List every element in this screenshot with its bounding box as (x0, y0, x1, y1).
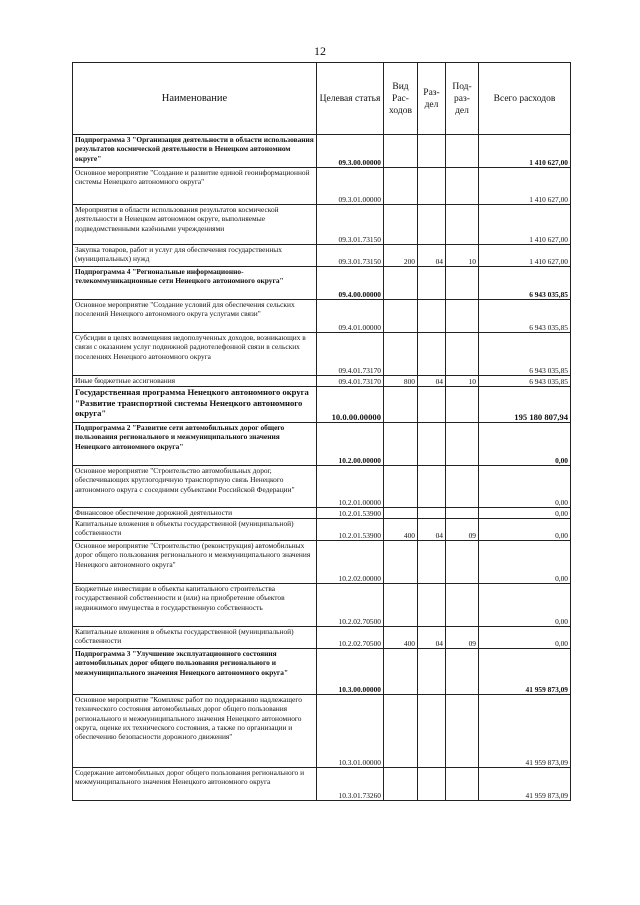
cell-total: 6 943 035,85 (479, 333, 571, 376)
cell-expense-type (384, 333, 418, 376)
cell-section (418, 423, 446, 466)
cell-section (418, 695, 446, 768)
cell-total: 6 943 035,85 (479, 267, 571, 300)
cell-expense-type: 400 (384, 627, 418, 649)
cell-total: 0,00 (479, 519, 571, 541)
table-row (73, 695, 571, 768)
cell-expense-type (384, 135, 418, 168)
cell-subsection (446, 541, 479, 584)
cell-section (418, 584, 446, 627)
cell-total: 0,00 (479, 466, 571, 508)
cell-name: Подпрограмма 4 "Региональные информационно-телекоммуникационные сети Ненецкого автономного округа" (73, 267, 317, 300)
cell-section (418, 466, 446, 508)
cell-expense-type (384, 649, 418, 695)
header-total-expenses: Всего расходов (479, 63, 571, 135)
cell-section (418, 168, 446, 205)
cell-expense-type (384, 695, 418, 768)
cell-name: Финансовое обеспечение дорожной деятельности (73, 508, 317, 519)
cell-name: Подпрограмма 3 "Улучшение эксплуатационного состояния автомобильных дорог общего пользования регионального и межмуниципального значения Ненецкого автономного округа" (73, 649, 317, 695)
cell-total: 0,00 (479, 627, 571, 649)
cell-section (418, 768, 446, 801)
cell-expense-type: 800 (384, 376, 418, 387)
cell-total: 0,00 (479, 423, 571, 466)
cell-section: 04 (418, 376, 446, 387)
cell-section (418, 387, 446, 423)
cell-expense-type (384, 387, 418, 423)
cell-section (418, 267, 446, 300)
cell-total: 1 410 627,00 (479, 135, 571, 168)
cell-target-article: 09.4.01.73170 (317, 376, 384, 387)
table-row (73, 135, 571, 168)
cell-subsection (446, 168, 479, 205)
cell-name: Основное мероприятие "Создание и развитие единой геоинформационной системы Ненецкого автономного округа" (73, 168, 317, 205)
cell-section (418, 135, 446, 168)
cell-name: Подпрограмма 3 "Организация деятельности в области использования результатов космической деятельности в Ненецком автономном округе" (73, 135, 317, 168)
cell-expense-type (384, 768, 418, 801)
cell-total: 0,00 (479, 541, 571, 584)
cell-expense-type (384, 168, 418, 205)
cell-target-article: 10.0.00.00000 (317, 387, 384, 423)
cell-target-article: 10.3.01.00000 (317, 695, 384, 768)
cell-section (418, 508, 446, 519)
cell-subsection: 09 (446, 627, 479, 649)
cell-name: Основное мероприятие "Создание условий для обеспечения сельских поселений Ненецкого автономного округа услугами связи" (73, 300, 317, 333)
cell-section (418, 333, 446, 376)
cell-total: 6 943 035,85 (479, 376, 571, 387)
table-row (73, 168, 571, 205)
table-row (73, 768, 571, 801)
cell-subsection (446, 584, 479, 627)
cell-total: 0,00 (479, 508, 571, 519)
table-row (73, 267, 571, 300)
cell-name: Основное мероприятие "Строительство автомобильных дорог, обеспечивающих круглогодичную транспортную связь Ненецкого автономного округа с соседними субъектами Российской Федерации" (73, 466, 317, 508)
cell-subsection (446, 695, 479, 768)
cell-name: Капитальные вложения в объекты государственной (муниципальной) собственности (73, 627, 317, 649)
header-row (73, 63, 571, 135)
cell-expense-type: 200 (384, 245, 418, 267)
cell-target-article: 09.3.01.73150 (317, 245, 384, 267)
cell-name: Субсидии в целях возмещения недополученных доходов, возникающих в связи с оказанием услуг подвижной радиотелефонной связи в сельских поселениях Ненецкого автономного округа (73, 333, 317, 376)
cell-target-article: 10.2.01.53900 (317, 519, 384, 541)
cell-subsection: 10 (446, 376, 479, 387)
cell-total: 6 943 035,85 (479, 300, 571, 333)
cell-total: 41 959 873,09 (479, 768, 571, 801)
cell-section: 04 (418, 245, 446, 267)
cell-target-article: 09.3.01.73150 (317, 205, 384, 245)
cell-subsection (446, 205, 479, 245)
table-row (73, 376, 571, 387)
cell-target-article: 10.2.02.70500 (317, 584, 384, 627)
cell-target-article: 10.3.00.00000 (317, 649, 384, 695)
table-row (73, 333, 571, 376)
cell-name: Закупка товаров, работ и услуг для обеспечения государственных (муниципальных) нужд (73, 245, 317, 267)
cell-name: Мероприятия в области использования результатов космической деятельности в Ненецком автономном округе, выполняемые подведомственными казёнными учреждениями (73, 205, 317, 245)
table-row (73, 649, 571, 695)
header-subsection: Под- раз- дел (446, 63, 479, 135)
cell-target-article: 10.2.01.53900 (317, 508, 384, 519)
table-body (73, 135, 571, 801)
cell-target-article: 09.4.00.00000 (317, 267, 384, 300)
cell-expense-type (384, 423, 418, 466)
cell-target-article: 10.2.01.00000 (317, 466, 384, 508)
cell-name: Подпрограмма 2 "Развитие сети автомобильных дорог общего пользования регионального и межмуниципального значения Ненецкого автономного округа" (73, 423, 317, 466)
cell-subsection: 10 (446, 245, 479, 267)
header-expense-type: Вид Рас- ходов (384, 63, 418, 135)
table-row (73, 584, 571, 627)
cell-section (418, 300, 446, 333)
cell-expense-type (384, 508, 418, 519)
cell-subsection (446, 333, 479, 376)
cell-name: Государственная программа Ненецкого автономного округа "Развитие транспортной системы Ненецкого автономного округа" (73, 387, 317, 423)
cell-subsection (446, 508, 479, 519)
table-row (73, 423, 571, 466)
cell-expense-type (384, 300, 418, 333)
cell-name: Бюджетные инвестиции в объекты капитального строительства государственной собственности и (или) на приобретение объектов недвижимого имущества в государственную собственность (73, 584, 317, 627)
cell-subsection (446, 267, 479, 300)
cell-section (418, 649, 446, 695)
cell-expense-type (384, 466, 418, 508)
cell-subsection (446, 387, 479, 423)
cell-target-article: 09.4.01.73170 (317, 333, 384, 376)
cell-name: Иные бюджетные ассигнования (73, 376, 317, 387)
cell-total: 41 959 873,09 (479, 695, 571, 768)
cell-target-article: 10.2.02.70500 (317, 627, 384, 649)
cell-target-article: 09.3.01.00000 (317, 168, 384, 205)
table-row (73, 387, 571, 423)
cell-name: Основное мероприятие "Комплекс работ по поддержанию надлежащего технического состояния автомобильных дорог общего пользования регионального и межмуниципального значения Ненецкого автономного округа, оценке их технического состояния, а также по организации и обеспечению безопасности дорожного движения" (73, 695, 317, 768)
table-row (73, 245, 571, 267)
cell-target-article: 09.3.00.00000 (317, 135, 384, 168)
cell-expense-type (384, 541, 418, 584)
table-row (73, 205, 571, 245)
table-row (73, 300, 571, 333)
cell-name: Содержание автомобильных дорог общего пользования регионального и межмуниципального значения Ненецкого автономного округа (73, 768, 317, 801)
cell-subsection (446, 649, 479, 695)
cell-expense-type (384, 267, 418, 300)
cell-subsection (446, 768, 479, 801)
cell-total: 1 410 627,00 (479, 205, 571, 245)
header-name: Наименование (73, 63, 317, 135)
header-section: Раз- дел (418, 63, 446, 135)
cell-section (418, 541, 446, 584)
cell-subsection: 09 (446, 519, 479, 541)
cell-total: 0,00 (479, 584, 571, 627)
cell-total: 1 410 627,00 (479, 168, 571, 205)
cell-total: 195 180 807,94 (479, 387, 571, 423)
cell-section: 04 (418, 627, 446, 649)
budget-table (72, 62, 571, 801)
header-target-article: Целевая статья (317, 63, 384, 135)
cell-subsection (446, 300, 479, 333)
page-number: 12 (314, 44, 326, 58)
table-row (73, 508, 571, 519)
cell-subsection (446, 423, 479, 466)
cell-expense-type (384, 205, 418, 245)
cell-expense-type (384, 584, 418, 627)
cell-target-article: 09.4.01.00000 (317, 300, 384, 333)
cell-subsection (446, 466, 479, 508)
table-row (73, 466, 571, 508)
cell-target-article: 10.2.02.00000 (317, 541, 384, 584)
table-row (73, 541, 571, 584)
cell-total: 41 959 873,09 (479, 649, 571, 695)
cell-total: 1 410 627,00 (479, 245, 571, 267)
cell-target-article: 10.3.01.73260 (317, 768, 384, 801)
cell-name: Основное мероприятие "Строительство (реконструкция) автомобильных дорог общего пользования регионального и межмуниципального значения Ненецкого автономного округа" (73, 541, 317, 584)
cell-section (418, 205, 446, 245)
cell-section: 04 (418, 519, 446, 541)
cell-target-article: 10.2.00.00000 (317, 423, 384, 466)
cell-subsection (446, 135, 479, 168)
table-row (73, 627, 571, 649)
cell-name: Капитальные вложения в объекты государственной (муниципальной) собственности (73, 519, 317, 541)
table-row (73, 519, 571, 541)
cell-expense-type: 400 (384, 519, 418, 541)
